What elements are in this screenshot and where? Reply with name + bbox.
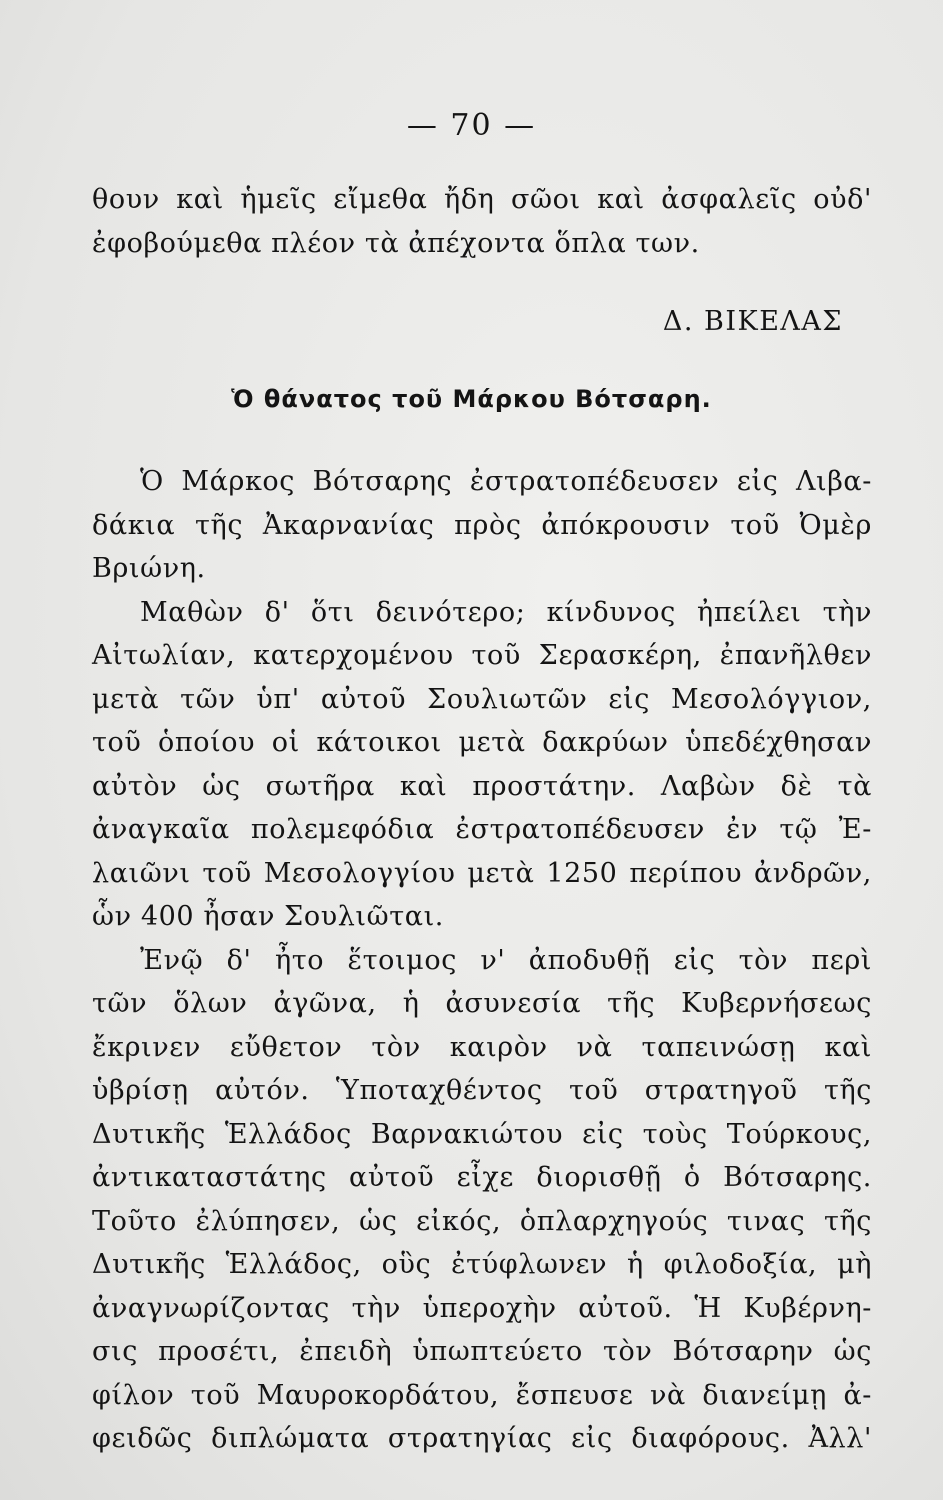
text-line: ἀντικαταστάτης αὐτοῦ εἶχε διορισθῇ ὁ Βότσαρης.: [92, 1162, 872, 1193]
text-line: θουν καὶ ἡμεῖς εἴμεθα ἤδη σῶοι καὶ ἀσφαλεῖς οὐδ': [92, 184, 872, 215]
text-line: ἐφοβούμεθα πλέον τὰ ἀπέχοντα ὅπλα των.: [92, 227, 700, 259]
text-line: Τοῦτο ἐλύπησεν, ὡς εἰκός, ὁπλαρχηγούς τινας τῆς: [92, 1205, 872, 1237]
text-line: αὐτὸν ὡς σωτῆρα καὶ προστάτην. Λαβὼν δὲ τὰ: [92, 770, 872, 802]
text-line: μετὰ τῶν ὑπ' αὐτοῦ Σουλιωτῶν εἰς Μεσολόγγιον,: [92, 683, 872, 715]
text-line: Βριώνη.: [92, 553, 206, 584]
text-line: ὧν 400 ἦσαν Σουλιῶται.: [92, 901, 444, 932]
intro-paragraph: [92, 178, 872, 265]
text-line: δάκια τῆς Ἀκαρνανίας πρὸς ἀπόκρουσιν τοῦ Ὀμὲρ: [92, 509, 872, 541]
body-text: [92, 460, 872, 1461]
text-line: τοῦ ὁποίου οἱ κάτοικοι μετὰ δακρύων ὑπεδέχθησαν: [92, 727, 872, 758]
text-line: φειδῶς διπλώματα στρατηγίας εἰς διαφόρους. Ἀλλ': [92, 1423, 872, 1454]
text-line: Ὁ Μάρκος Βότσαρης ἐστρατοπέδευσεν εἰς Λιβα-: [140, 466, 872, 497]
text-line: τῶν ὅλων ἀγῶνα, ἡ ἀσυνεσία τῆς Κυβερνήσεως: [92, 988, 872, 1019]
text-line: ἔκρινεν εὔθετον τὸν καιρὸν νὰ ταπεινώσῃ καὶ: [92, 1031, 872, 1063]
text-line: ἀναγκαῖα πολεμεφόδια ἐστρατοπέδευσεν ἐν τῷ Ἐ-: [92, 814, 872, 845]
page-number: — 70 —: [406, 108, 537, 143]
text-line: ἀναγνωρίζοντας τὴν ὑπεροχὴν αὐτοῦ. Ἡ Κυβέρνη-: [92, 1292, 872, 1324]
text-line: Ἐνῷ δ' ἦτο ἕτοιμος ν' ἀποδυθῇ εἰς τὸν περὶ: [140, 944, 872, 976]
text-line: ὑβρίσῃ αὐτόν. Ὑποταχθέντος τοῦ στρατηγοῦ τῆς: [92, 1075, 872, 1106]
text-line: φίλον τοῦ Μαυροκορδάτου, ἔσπευσε νὰ διανείμῃ ἀ-: [92, 1379, 872, 1411]
text-line: σις προσέτι, ἐπειδὴ ὑπωπτεύετο τὸν Βότσαρην ὡς: [92, 1336, 872, 1367]
paragraph-2: [92, 591, 872, 939]
text-line: Δυτικῆς Ἑλλάδος, οὓς ἐτύφλωνεν ἡ φιλοδοξία, μὴ: [92, 1249, 872, 1280]
text-line: Δυτικῆς Ἑλλάδος Βαρνακιώτου εἰς τοὺς Τούρκους,: [92, 1118, 872, 1150]
text-line: Μαθὼν δ' ὅτι δεινότερο; κίνδυνος ἠπείλει τὴν: [140, 596, 872, 628]
text-line: Αἰτωλίαν, κατερχομένου τοῦ Σερασκέρη, ἐπανῆλθεν: [92, 640, 872, 671]
author-signature: Δ. ΒΙΚΕΛΑΣ: [662, 306, 843, 337]
section-title: Ὁ θάνατος τοῦ Μάρκου Βότσαρη.: [231, 385, 712, 413]
text-line: λαιῶνι τοῦ Μεσολογγίου μετὰ 1250 περίπου ἀνδρῶν,: [92, 857, 872, 889]
paragraph-1: [92, 460, 872, 591]
paragraph-3: [92, 939, 872, 1461]
